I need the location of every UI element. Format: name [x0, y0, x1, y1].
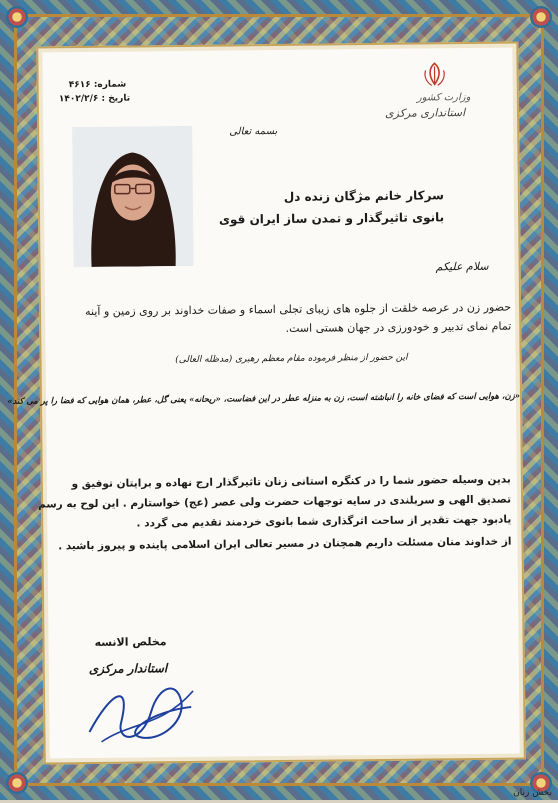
quote-intro: این حضور از منظر فرموده مقام معظم رهبری (مدظله العالی) [175, 353, 407, 365]
body-paragraph-1-line-2: تمام نمای تدبیر و خودورزی در جهان هستی است. [286, 320, 512, 335]
body-paragraph-2-line-1: بدین وسیله حضور شما را در کنگره استانی زنان تاثیرگذار ارج نهاده و برایتان توفیق و [72, 474, 511, 491]
body-paragraph-2-line-3: یادبود جهت تقدیر از ساحت اثرگذاری شما بانوی خردمند تقدیم می گردد . [136, 514, 511, 530]
letter-date: تاریخ : ۱۴۰۲/۲/۶ [59, 94, 130, 105]
iran-emblem-icon [414, 60, 454, 88]
signatory-closing: مخلص الانسه [94, 635, 166, 649]
body-paragraph-2-line-4: از خداوند منان مسئلت داریم همچنان در مسیر تعالی ایران اسلامی پاینده و پیروز باشید . [58, 536, 511, 553]
governorate-name: استانداری مرکزی [385, 106, 465, 120]
recipient-title: سرکار خانم مژگان زنده دل [284, 188, 444, 204]
invocation: بسمه تعالی [229, 126, 277, 138]
signatory-title: استاندار مرکزی [89, 661, 168, 676]
recipient-subtitle: بانوی تاثیرگذار و تمدن ساز ایران قوی [219, 210, 444, 226]
body-paragraph-1-line-1: حضور زن در عرصه خلقت از جلوه های زیبای تجلی اسماء و صفات خداوند بر روی زمین و آینه [85, 301, 511, 318]
footer-caption: بخش زنان [513, 788, 552, 798]
ministry-name: وزارت کشور [417, 92, 471, 104]
body-paragraph-2-line-2: تصدیق الهی و سربلندی در سایه توجهات حضرت ولی عصر (عج) خواستارم . این لوح به رسم [38, 494, 511, 511]
greeting: سلام علیکم [436, 260, 489, 274]
leader-quote: «زن، هوایی است که فضای خانه را انباشته است، زن به منزله عطر در این فضاست، «ریحانه» یعنی گل، عطر، همان هوایی که فضا را پر می کند» [7, 390, 520, 405]
letter-number: شماره: ۴۶۱۶ [69, 80, 127, 91]
handwritten-signature [81, 671, 202, 752]
portrait-photo [72, 126, 193, 267]
